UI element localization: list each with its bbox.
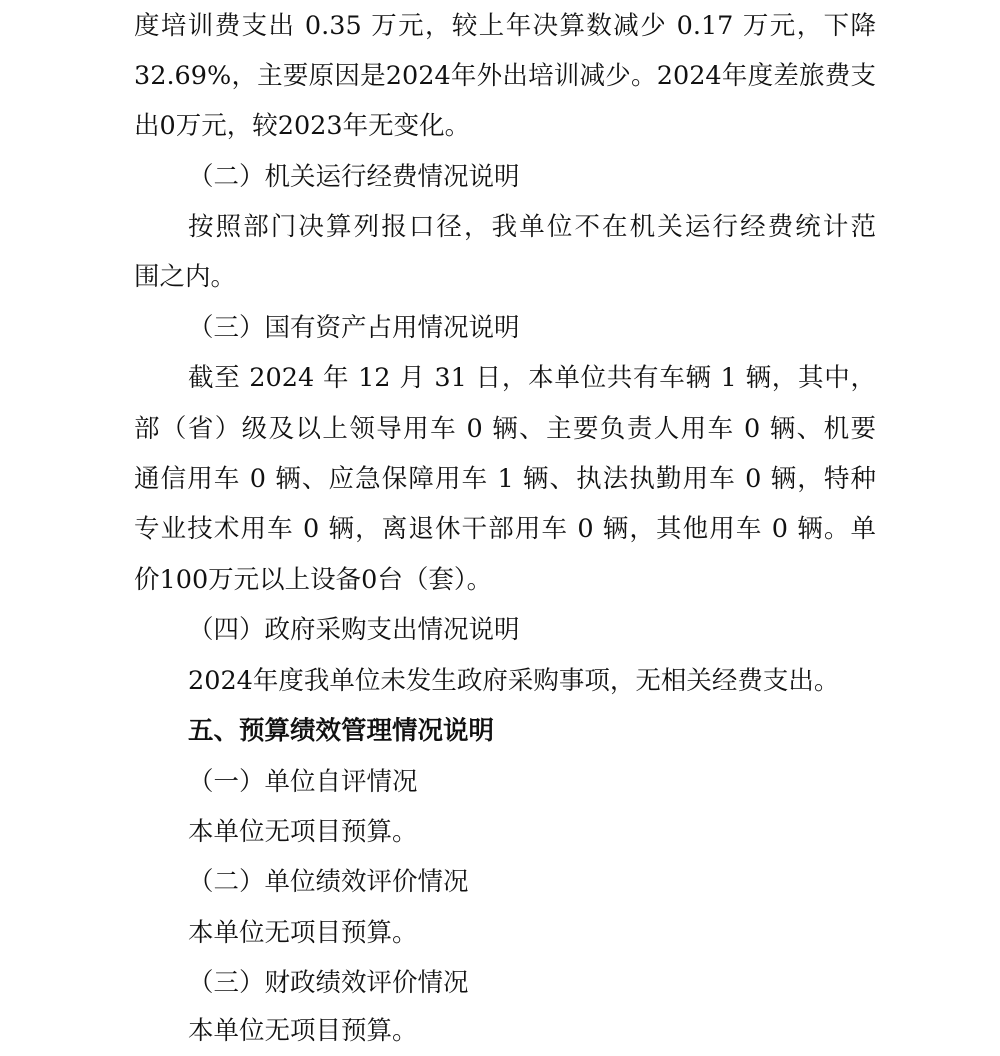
paragraph-line: 本单位无项目预算。 (188, 918, 418, 948)
section-heading: （二）单位绩效评价情况 (188, 867, 469, 897)
section-heading: （三）国有资产占用情况说明 (188, 313, 520, 343)
paragraph-line: 2024年度我单位未发生政府采购事项，无相关经费支出。 (188, 666, 840, 696)
paragraph-line: 本单位无项目预算。 (188, 1016, 418, 1046)
section-heading: （三）财政绩效评价情况 (188, 968, 469, 998)
paragraph-line: 价100万元以上设备0台（套）。 (134, 565, 493, 595)
paragraph-line: 32.69%，主要原因是2024年外出培训减少。2024年度差旅费支 (134, 61, 876, 91)
section-heading: （二）机关运行经费情况说明 (188, 162, 520, 192)
section-heading: （一）单位自评情况 (188, 767, 418, 797)
section-heading: （四）政府采购支出情况说明 (188, 615, 520, 645)
paragraph-line: 度培训费支出 0.35 万元，较上年决算数减少 0.17 万元，下降 (134, 11, 876, 41)
chapter-heading: 五、预算绩效管理情况说明 (188, 716, 495, 746)
paragraph-line: 专业技术用车 0 辆，离退休干部用车 0 辆，其他用车 0 辆。单 (134, 514, 876, 544)
paragraph-line: 围之内。 (134, 262, 237, 292)
paragraph-line: 本单位无项目预算。 (188, 817, 418, 847)
paragraph-line: 部（省）级及以上领导用车 0 辆、主要负责人用车 0 辆、机要 (134, 414, 876, 444)
paragraph-line: 通信用车 0 辆、应急保障用车 1 辆、执法执勤用车 0 辆，特种 (134, 464, 876, 494)
paragraph-line: 按照部门决算列报口径，我单位不在机关运行经费统计范 (188, 212, 876, 242)
paragraph-line: 截至 2024 年 12 月 31 日，本单位共有车辆 1 辆，其中， (188, 363, 876, 393)
paragraph-line: 出0万元，较2023年无变化。 (134, 111, 471, 141)
